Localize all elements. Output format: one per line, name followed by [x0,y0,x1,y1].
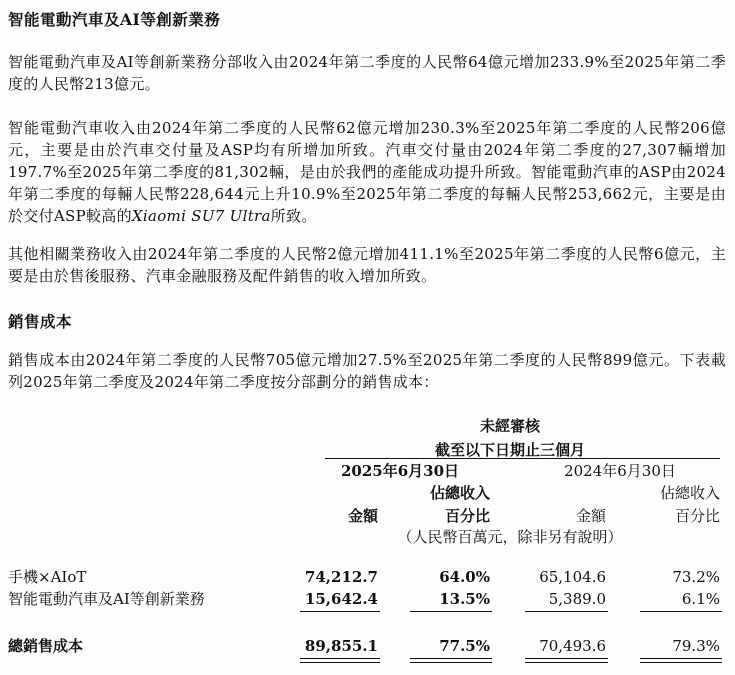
model-name: Xiaomi SU7 Ultra [131,207,271,225]
table-header-period: 截至以下日期止三個月 [434,441,585,459]
table-col-pct-2024-line1: 佔總收入 [659,484,720,502]
total-double-rule [640,658,722,663]
subtotal-rule [300,611,380,612]
paragraph-ev-revenue-text: 智能電動汽車收入由2024年第二季度的人民幣62億元增加230.3%至2025年第二季度的人民幣206億元，主要是由於汽車交付量及ASP均有所增加所致。汽車交付量由2024年第二季度的27,307輛增加197.7%至2025年第二季度的81,302輛，是由於我們的產能成功提升所致。智能電動汽車的ASP由2024年第二季度的每輛人民幣228,644元上升10.9%至2025年第二季度的每輛人民幣253,662元，主要是由於交付ASP較高的 [8,119,726,225]
table-col-pct-2025-line2: 百分比 [444,507,490,525]
paragraph-other-revenue: 其他相關業務收入由2024年第二季度的人民幣2億元增加411.1%至2025年第二季度的人民幣6億元，主要是由於售後服務、汽車金融服務及配件銷售的收入增加所致。 [8,245,726,285]
table-header-unaudited: 未經審核 [479,417,540,435]
total-pct-2024: 79.3% [672,637,720,655]
table-col-amount-2025: 金額 [347,507,378,525]
paragraph-cost-of-sales: 銷售成本由2024年第二季度的人民幣705億元增加27.5%至2025年第二季度的人民幣899億元。下表載列2025年第二季度及2024年第二季度按分部劃分的銷售成本： [8,351,726,391]
row-label: 手機×AIoT [8,568,87,586]
total-label: 總銷售成本 [8,637,84,655]
row-amount-2025: 15,642.4 [304,590,378,608]
table-unit-note: （人民幣百萬元，除非另有說明） [397,528,623,546]
row-pct-2024: 73.2% [672,568,720,586]
row-label: 智能電動汽車及AI等創新業務 [8,590,205,608]
row-pct-2025: 13.5% [439,590,490,608]
row-amount-2024: 65,104.6 [539,568,606,586]
total-amount-2024: 70,493.6 [539,637,606,655]
total-pct-2025: 77.5% [439,637,490,655]
table-col-pct-2025-line1: 佔總收入 [429,484,490,502]
total-double-rule [410,658,492,663]
subtotal-rule [640,611,722,612]
subtotal-rule [525,611,608,612]
total-double-rule [525,658,608,663]
row-pct-2025: 64.0% [439,568,490,586]
total-amount-2025: 89,855.1 [304,637,378,655]
table-header-rule [325,458,720,459]
row-amount-2025: 74,212.7 [304,568,378,586]
section-heading-ev: 智能電動汽車及AI等創新業務 [8,10,221,29]
paragraph-segment-revenue: 智能電動汽車及AI等創新業務分部收入由2024年第二季度的人民幣64億元增加233.9%至2025年第二季度的人民幣213億元。 [8,53,726,93]
table-col-pct-2024-line2: 百分比 [674,507,720,525]
subtotal-rule [410,611,492,612]
total-double-rule [300,658,380,663]
table-col-amount-2024: 金額 [575,507,606,525]
table-period-2025: 2025年6月30日 [340,462,460,480]
section-heading-cost: 銷售成本 [8,312,73,331]
table-period-2024: 2024年6月30日 [564,462,676,480]
paragraph-ev-revenue-end: 所致。 [270,207,317,225]
row-amount-2024: 5,389.0 [548,590,606,608]
paragraph-ev-revenue [8,117,726,227]
row-pct-2024: 6.1% [681,590,720,608]
